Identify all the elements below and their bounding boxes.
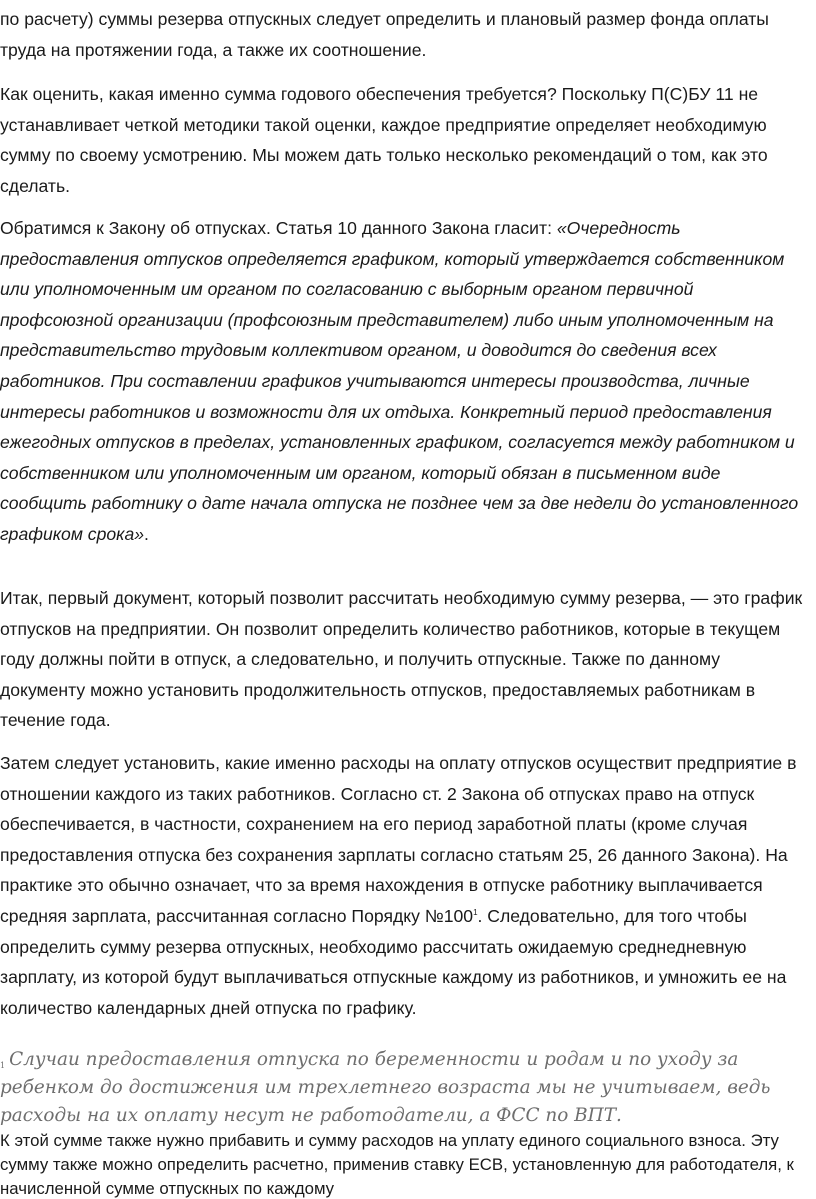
- law-intro-text: Обратимся к Закону об отпусках. Статья 10 данного Закона гласит:: [0, 218, 557, 238]
- paragraph-vacation-law: [0, 213, 816, 550]
- footnote-reference: 1: [473, 908, 478, 918]
- footnote-text: Случаи предоставления отпуска по беременности и родам и по уходу за ребенком до достижения им трехлетнего возраста мы не учитываем, ведь расходы на их оплату несут не работодатели, а ФСС по ВПТ.: [0, 1049, 771, 1126]
- expenses-text-a: Затем следует установить, какие именно расходы на оплату отпусков осуществит предприятие в отношении каждого из таких работников. Согласно ст. 2 Закона об отпусках право на отпуск обеспечивается, в частности, сохранением на его период заработной платы (кроме случая предоставления отпуска без сохранения зарплаты согласно статьям 25, 26 данного Закона). На практике это обычно означает, что за время нахождения в отпуске работнику выплачивается средняя зарплата, рассчитанная согласно Порядку №100: [0, 753, 797, 926]
- footnote-mark: 1: [0, 1061, 6, 1070]
- paragraph-vacation-schedule: Итак, первый документ, который позволит рассчитать необходимую сумму резерва, — это график отпусков на предприятии. Он позволит определить количество работников, которые в текущем году должны пойти в отпуск, а следовательно, и получить отпускные. Также по данному документу можно установить продолжительность отпусков, предоставляемых работникам в течение года.: [0, 588, 803, 731]
- paragraph-social-contribution: К этой сумме также нужно прибавить и сумму расходов на уплату единого социального взноса. Эту сумму также можно определить расчетно, применив ставку ЕСВ, установленную для работодателя, к начисленной сумме отпускных по каждому: [0, 1131, 794, 1198]
- paragraph-vacation-expenses: [0, 748, 816, 1023]
- footnote: [0, 1046, 810, 1130]
- expenses-text-b: . Следовательно, для того чтобы определить сумму резерва отпускных, необходимо рассчитать ожидаемую среднедневную зарплату, из которой будут выплачиваться отпускные каждому из работников, и умножить ее на количество календарных дней отпуска по графику.: [0, 905, 787, 1018]
- law-quote-end: .: [144, 523, 149, 544]
- paragraph-fund-ratio: по расчету) суммы резерва отпускных следует определить и плановый размер фонда оплаты труда на протяжении года, а также их соотношение.: [0, 9, 769, 60]
- paragraph-estimate-question: Как оценить, какая именно сумма годового обеспечения требуется? Поскольку П(С)БУ 11 не устанавливает четкой методики такой оценки, каждое предприятие определяет необходимую сумму по своему усмотрению. Мы можем дать только несколько рекомендаций о том, как это сделать.: [0, 84, 768, 196]
- law-quote: «Очередность предоставления отпусков определяется графиком, который утверждается собственником или уполномоченным им органом по согласованию с выборным органом первичной профсоюзной организации (профсоюзным представителем) либо иным уполномоченным на представительство трудовым коллективом органом, и доводится до сведения всех работников. При составлении графиков учитываются интересы производства, личные интересы работников и возможности для их отдыха. Конкретный период предоставления ежегодных отпусков в пределах, установленных графиком, согласуется между работником и собственником или уполномоченным им органом, который обязан в письменном виде сообщить работнику о дате начала отпуска не позднее чем за две недели до установленного графиком срока»: [0, 218, 799, 544]
